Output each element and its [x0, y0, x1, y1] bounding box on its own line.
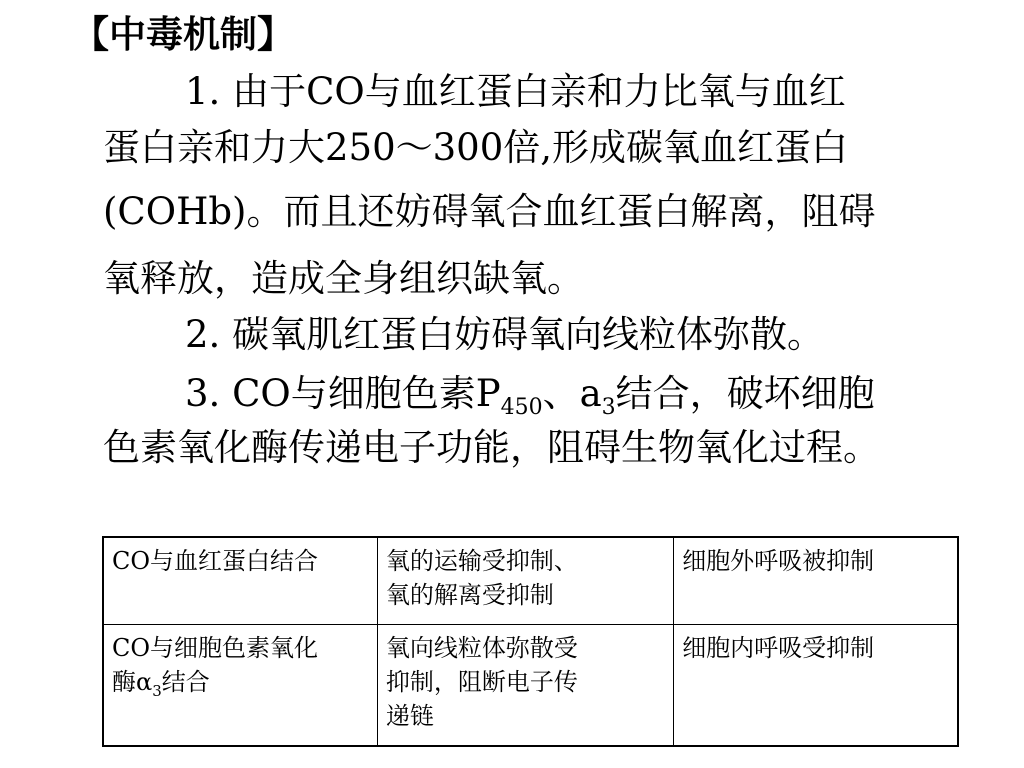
cell-text-line: 氧的解离受抑制: [385, 581, 554, 609]
paragraph-3-text-mid: 、a: [542, 372, 602, 415]
table-cell-binding: [103, 625, 377, 747]
paragraph-2-line-1: 2. 碳氧肌红蛋白妨碍氧向线粒体弥散。: [185, 313, 825, 356]
table-cell-effect: [377, 537, 673, 625]
table-row: [103, 537, 958, 625]
cell-text-line: 递链: [385, 702, 434, 730]
cell-text: CO与血红蛋白结合: [112, 547, 319, 575]
cell-text-line: 氧向线粒体弥散受: [385, 634, 578, 662]
cell-text-line: CO与细胞色素氧化: [112, 634, 319, 662]
table-cell-result: [674, 537, 958, 625]
table-cell-result: [674, 625, 958, 747]
paragraph-1-line-1: 1. 由于CO与血红蛋白亲和力比氧与血红: [185, 70, 846, 113]
cell-text: 细胞外呼吸被抑制: [682, 547, 875, 575]
cell-text: 细胞内呼吸受抑制: [682, 634, 875, 662]
paragraph-1-line-2: 蛋白亲和力大250～300倍,形成碳氧血红蛋白: [103, 126, 849, 169]
paragraph-3-line-1: [185, 370, 875, 418]
table-cell-effect: [377, 625, 673, 747]
a3-subscript: 3: [601, 395, 616, 420]
cell-text-line: 抑制，阻断电子传: [385, 668, 578, 696]
cell-text: 结合: [161, 668, 210, 696]
cytochrome-subscript: 450: [500, 395, 543, 420]
paragraph-1-line-3: (COHb)。而且还妨碍氧合血红蛋白解离，阻碍: [103, 190, 876, 233]
paragraph-3-text-end: 结合，破坏细胞: [615, 372, 875, 415]
mechanism-table: [102, 536, 959, 747]
table-cell-binding: [103, 537, 377, 625]
paragraph-3-text-start: 3. CO与细胞色素P: [185, 372, 501, 415]
paragraph-1-line-4: 氧释放，造成全身组织缺氧。: [103, 257, 584, 300]
cell-text-line: [112, 665, 369, 699]
page-heading: 【中毒机制】: [72, 12, 294, 56]
cell-text-line: 氧的运输受抑制、: [385, 547, 578, 575]
table-row: [103, 625, 958, 747]
alpha3-subscript: 3: [152, 682, 162, 700]
cell-text: 酶α: [112, 668, 153, 696]
paragraph-3-line-2: 色素氧化酶传递电子功能，阻碍生物氧化过程。: [103, 426, 880, 469]
